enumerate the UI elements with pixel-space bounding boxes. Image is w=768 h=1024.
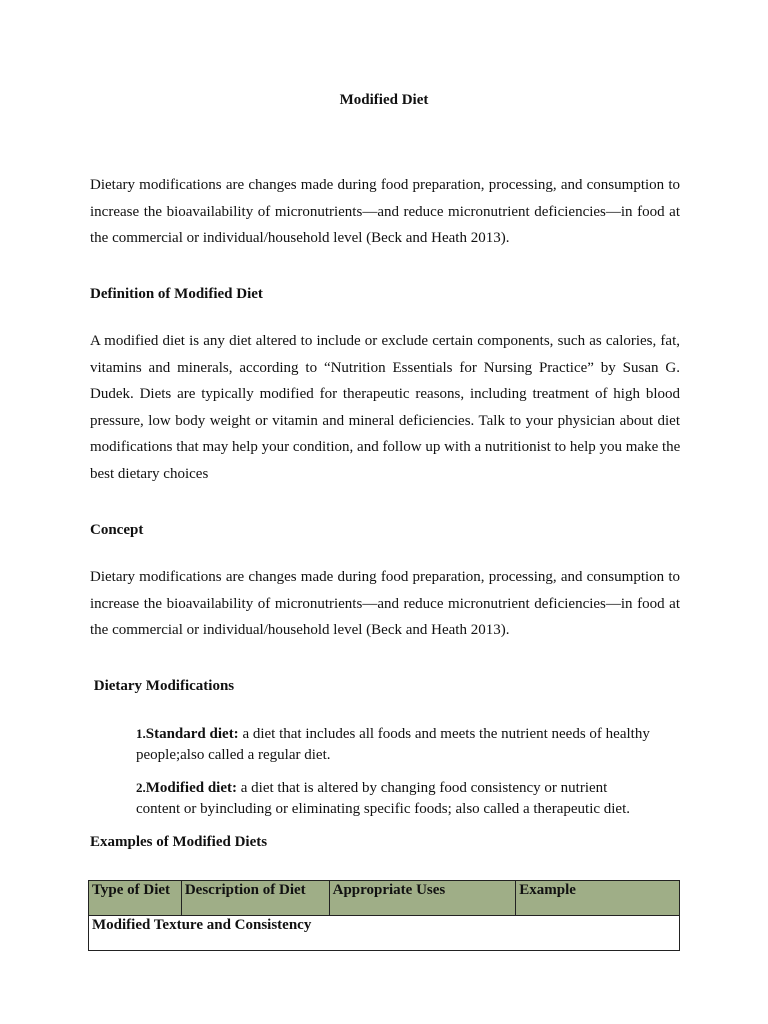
- concept-paragraph: [90, 564, 680, 644]
- definition-line: modifications that may help your condition, and follow up with a nutritionist to help you make the: [90, 439, 681, 455]
- list-item-text: content or byincluding or eliminating specific foods; also called a therapeutic diet.: [136, 800, 631, 817]
- diet-table: [88, 880, 680, 951]
- list-item-number: 2.: [136, 780, 146, 795]
- table-header-cell: Type of Diet: [89, 881, 182, 916]
- intro-line: increase the bioavailability of micronutrients—and reduce micronutrient deficiencies—in food at: [90, 203, 680, 220]
- definition-line: Dudek. Diets are typically modified for therapeutic reasons, including treatment of high blood: [90, 386, 680, 402]
- concept-heading: Concept: [90, 522, 144, 538]
- list-item: [136, 778, 656, 819]
- list-item-text: people;also called a regular diet.: [136, 746, 331, 763]
- definition-line: best dietary choices: [90, 465, 209, 482]
- concept-line: Dietary modifications are changes made during food preparation, processing, and consumption to: [90, 569, 680, 585]
- table-section-cell: Modified Texture and Consistency: [89, 916, 680, 951]
- modifications-heading: Dietary Modifications: [90, 678, 235, 694]
- list-item-term: Modified diet:: [145, 780, 237, 796]
- list-item-term: Standard diet:: [145, 726, 239, 742]
- list-item-text: a diet that includes all foods and meets the nutrient needs of healthy: [238, 726, 650, 742]
- definition-heading: Definition of Modified Diet: [90, 286, 263, 302]
- intro-line: Dietary modifications are changes made during food preparation, processing, and consumption to: [90, 177, 680, 193]
- definition-line: vitamins and minerals, according to “Nutrition Essentials for Nursing Practice” by Susan G.: [90, 359, 680, 376]
- concept-line: the commercial or individual/household level (Beck and Heath 2013).: [90, 622, 510, 638]
- definition-paragraph: [90, 328, 680, 487]
- table-header-cell: Example: [516, 881, 680, 916]
- document-title: Modified Diet: [339, 92, 429, 108]
- definition-line: A modified diet is any diet altered to include or exclude certain components, such as calories, fat,: [90, 333, 680, 349]
- examples-heading: Examples of Modified Diets: [90, 834, 268, 850]
- table-header-cell: Appropriate Uses: [329, 881, 516, 916]
- table-header-row: [89, 881, 680, 916]
- intro-paragraph: [90, 172, 680, 252]
- intro-line: the commercial or individual/household level (Beck and Heath 2013).: [90, 230, 510, 246]
- table-header-cell: Description of Diet: [181, 881, 329, 916]
- list-item-text: a diet that is altered by changing food consistency or nutrient: [237, 780, 608, 796]
- list-item-number: 1.: [136, 726, 146, 741]
- definition-line: pressure, low body weight or vitamin and mineral deficiencies. Talk to your physician about diet: [90, 412, 680, 429]
- concept-line: increase the bioavailability of micronutrients—and reduce micronutrient deficiencies—in food at: [90, 595, 680, 612]
- list-item: [136, 724, 656, 765]
- table-row: [89, 916, 680, 951]
